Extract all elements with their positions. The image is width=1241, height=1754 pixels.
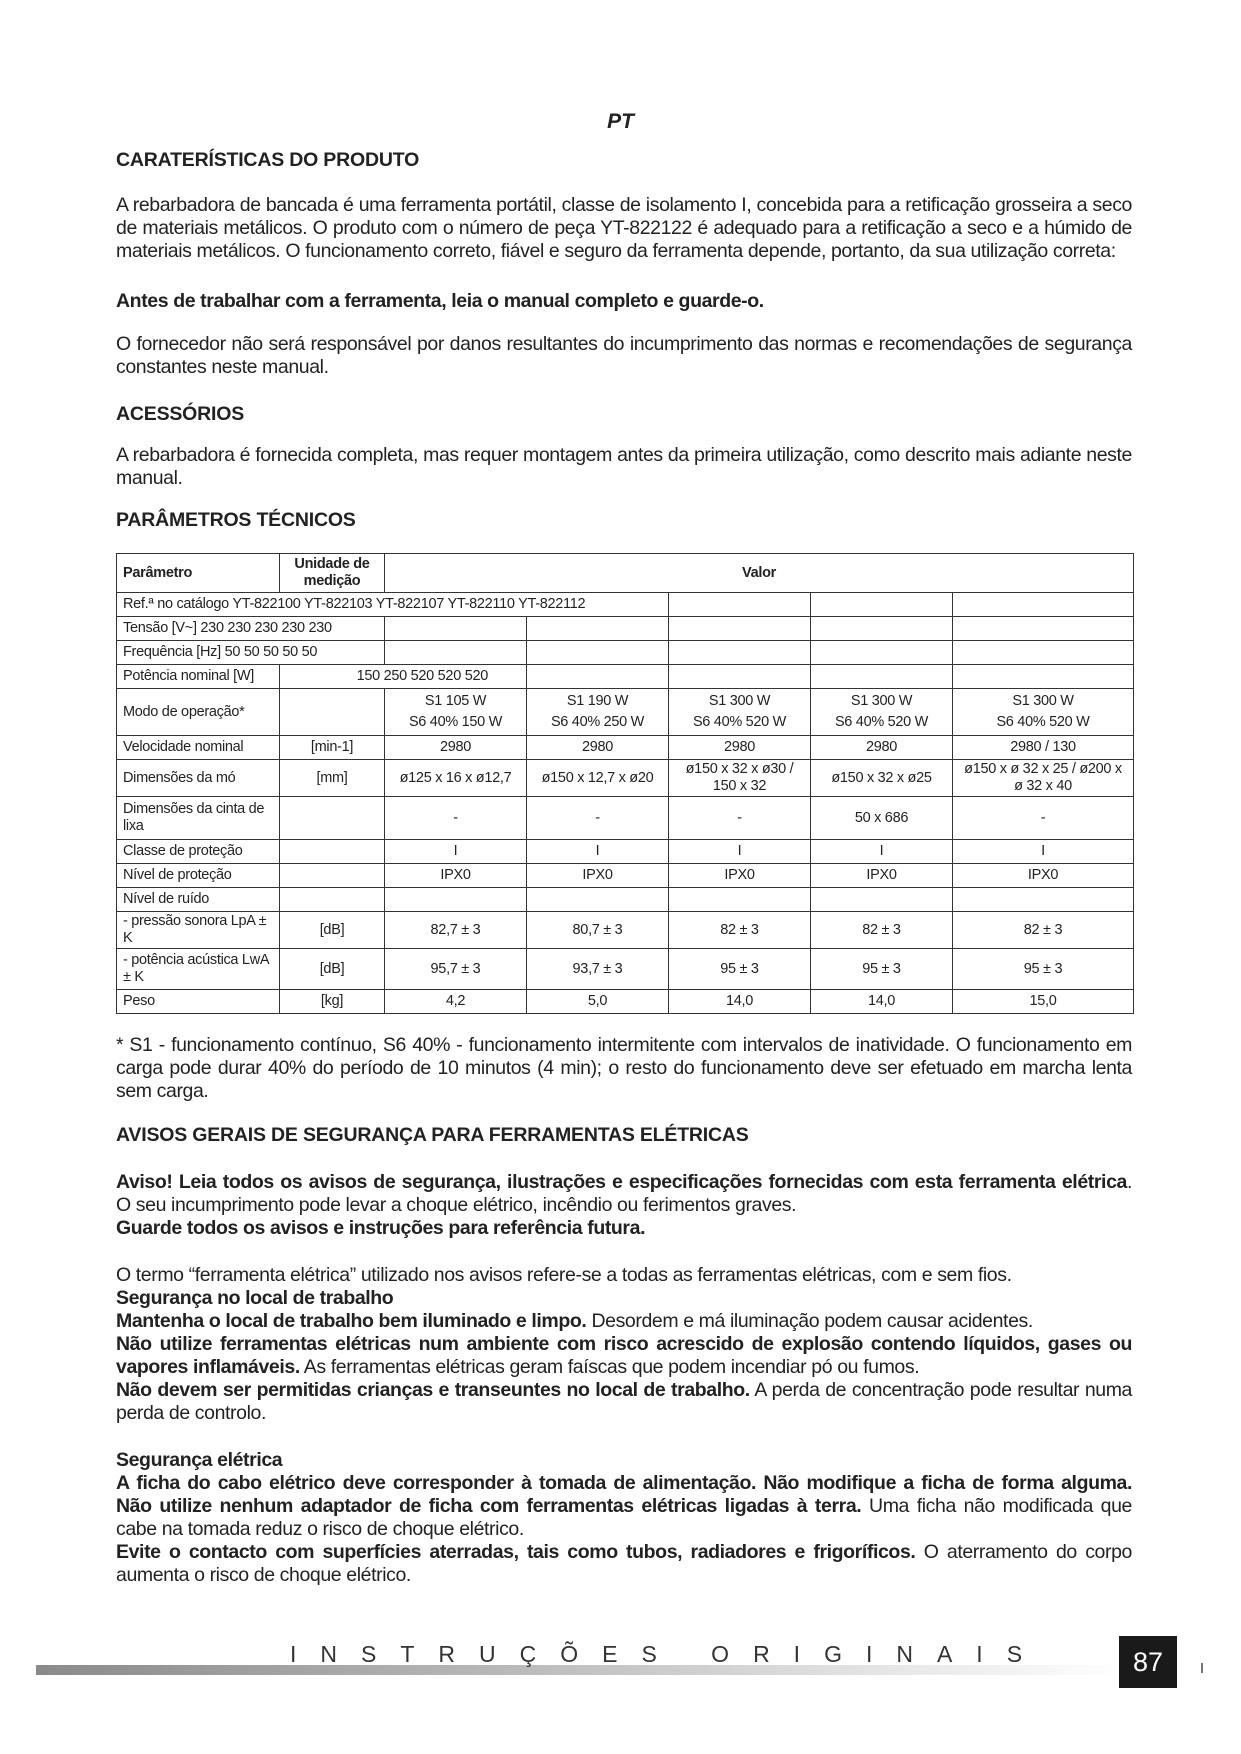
header-parameter: Parâmetro — [117, 554, 280, 593]
belt-value: - — [385, 797, 527, 840]
table-row — [117, 949, 1134, 990]
heading-accessories: ACESSÓRIOS — [116, 403, 245, 425]
speed-label: Velocidade nominal — [117, 736, 280, 760]
general-warning: Aviso! Leia todos os avisos de segurança, ilustrações e especificações fornecidas com esta ferramenta elétrica. O seu incumprimento pode levar a choque elétrico, incêndio ou ferimentos graves. — [116, 1171, 1132, 1216]
mode-label: Modo de operação* — [117, 689, 280, 736]
class-unit — [280, 840, 385, 864]
wheel-unit: [mm] — [280, 760, 385, 797]
wheel-value: ø125 x 16 x ø12,7 — [385, 760, 527, 797]
term-definition: O termo “ferramenta elétrica” utilizado nos avisos refere-se a todas as ferramentas elétricas, com e sem fios. — [116, 1264, 1012, 1286]
speed-value: 2980 — [527, 736, 669, 760]
heading-safety: AVISOS GERAIS DE SEGURANÇA PARA FERRAMENTAS ELÉTRICAS — [116, 1124, 749, 1146]
class-value: I — [385, 840, 527, 864]
ip-unit — [280, 864, 385, 888]
acoustic-value: 95 ± 3 — [953, 949, 1134, 990]
workplace-rule: Mantenha o local de trabalho bem iluminado e limpo. Desordem e má iluminação podem causar acidentes. — [116, 1310, 1033, 1332]
table-row — [117, 689, 1134, 736]
class-value: I — [669, 840, 811, 864]
mode-cell: S1 300 W S6 40% 520 W — [669, 689, 811, 736]
belt-value: 50 x 686 — [811, 797, 953, 840]
belt-unit — [280, 797, 385, 840]
heading-electrical-safety: Segurança elétrica — [116, 1449, 283, 1471]
wheel-value: ø150 x 32 x ø25 — [811, 760, 953, 797]
ip-value: IPX0 — [669, 864, 811, 888]
table-row — [117, 912, 1134, 949]
weight-value: 5,0 — [527, 990, 669, 1014]
table-row — [117, 990, 1134, 1014]
pressure-value: 82 ± 3 — [953, 912, 1134, 949]
class-value: I — [811, 840, 953, 864]
weight-value: 15,0 — [953, 990, 1134, 1014]
mode-cell: S1 300 W S6 40% 520 W — [811, 689, 953, 736]
acoustic-label: - potência acústica LwA ± K — [117, 949, 280, 990]
wheel-label: Dimensões da mó — [117, 760, 280, 797]
noise-label: Nível de ruído — [117, 888, 280, 912]
ip-label: Nível de proteção — [117, 864, 280, 888]
catalog-ref-row: Ref.ª no catálogo YT-822100 YT-822103 YT-822107 YT-822110 YT-822112 — [117, 593, 669, 617]
heading-workplace-safety: Segurança no local de trabalho — [116, 1287, 394, 1309]
pressure-unit: [dB] — [280, 912, 385, 949]
belt-value: - — [527, 797, 669, 840]
mode-cell: S1 105 W S6 40% 150 W — [385, 689, 527, 736]
ip-value: IPX0 — [385, 864, 527, 888]
mode-cell: S1 300 W S6 40% 520 W — [953, 689, 1134, 736]
acoustic-value: 95,7 ± 3 — [385, 949, 527, 990]
workplace-rule: Não utilize ferramentas elétricas num ambiente com risco acrescido de explosão contendo líquidos, gases ou vapores inflamáveis. As ferramentas elétricas geram faíscas que podem incendiar pó ou fumos. — [116, 1333, 1132, 1378]
acoustic-value: 95 ± 3 — [669, 949, 811, 990]
ip-value: IPX0 — [811, 864, 953, 888]
wheel-value: ø150 x 12,7 x ø20 — [527, 760, 669, 797]
frequency-row: Frequência [Hz] 50 50 50 50 50 — [117, 641, 385, 665]
page-number: 87 — [1119, 1636, 1177, 1688]
accessories-text: A rebarbadora é fornecida completa, mas requer montagem antes da primeira utilização, como descrito mais adiante neste manual. — [116, 444, 1132, 489]
footer-tick — [1201, 1663, 1203, 1673]
speed-unit: [min-1] — [280, 736, 385, 760]
table-row — [117, 593, 1134, 617]
table-row — [117, 760, 1134, 797]
table-row — [117, 864, 1134, 888]
language-code: PT — [607, 110, 634, 133]
footer-title: INSTRUÇÕES ORIGINAIS — [290, 1641, 1047, 1667]
belt-value: - — [953, 797, 1134, 840]
table-row — [117, 641, 1134, 665]
table-row — [117, 736, 1134, 760]
liability-notice: O fornecedor não será responsável por danos resultantes do incumprimento das normas e recomendações de segurança constantes neste manual. — [116, 333, 1132, 378]
acoustic-value: 95 ± 3 — [811, 949, 953, 990]
pressure-label: - pressão sonora LpA ± K — [117, 912, 280, 949]
keep-instructions: Guarde todos os avisos e instruções para referência futura. — [116, 1217, 646, 1239]
weight-unit: [kg] — [280, 990, 385, 1014]
belt-label: Dimensões da cinta de lixa — [117, 797, 280, 840]
table-header-row — [117, 554, 1134, 593]
electrical-rule: Evite o contacto com superfícies aterradas, tais como tubos, radiadores e frigoríficos. O aterramento do corpo aumenta o risco de choque elétrico. — [116, 1541, 1132, 1586]
wheel-value: ø150 x ø 32 x 25 / ø200 x ø 32 x 40 — [953, 760, 1134, 797]
ip-value: IPX0 — [527, 864, 669, 888]
weight-value: 14,0 — [811, 990, 953, 1014]
table-row — [117, 888, 1134, 912]
wheel-value: ø150 x 32 x ø30 / 150 x 32 — [669, 760, 811, 797]
power-values: 150 250 520 520 520 — [280, 665, 527, 689]
read-manual-notice: Antes de trabalhar com a ferramenta, leia o manual completo e guarde-o. — [116, 290, 764, 312]
acoustic-unit: [dB] — [280, 949, 385, 990]
workplace-rule: Não devem ser permitidas crianças e transeuntes no local de trabalho. A perda de concentração pode resultar numa perda de controlo. — [116, 1379, 1132, 1424]
speed-value: 2980 — [385, 736, 527, 760]
class-label: Classe de proteção — [117, 840, 280, 864]
table-row — [117, 665, 1134, 689]
duty-cycle-note: * S1 - funcionamento contínuo, S6 40% - funcionamento intermitente com intervalos de inatividade. O funcionamento em carga pode durar 40% do período de 10 minutos (4 min); o resto do funcionamento deve ser efetuado em marcha lenta sem carga. — [116, 1034, 1132, 1102]
ip-value: IPX0 — [953, 864, 1134, 888]
technical-parameters-table — [116, 553, 1134, 1014]
page-content — [116, 148, 1132, 1587]
belt-value: - — [669, 797, 811, 840]
weight-label: Peso — [117, 990, 280, 1014]
weight-value: 4,2 — [385, 990, 527, 1014]
voltage-row: Tensão [V~] 230 230 230 230 230 — [117, 617, 385, 641]
electrical-rule: A ficha do cabo elétrico deve corresponder à tomada de alimentação. Não modifique a ficha de forma alguma. Não utilize nenhum adaptador de ficha com ferramentas elétricas ligadas à terra. Uma ficha não modificada que cabe na tomada reduz o risco de choque elétrico. — [116, 1472, 1132, 1540]
speed-value: 2980 — [811, 736, 953, 760]
page-footer — [0, 1636, 1241, 1696]
product-description: A rebarbadora de bancada é uma ferramenta portátil, classe de isolamento I, concebida para a retificação grosseira a seco de materiais metálicos. O produto com o número de peça YT-822122 é adequado para a retificação a seco e a húmido de materiais metálicos. O funcionamento correto, fiável e seguro da ferramenta depende, portanto, da sua utilização correta: — [116, 194, 1132, 262]
pressure-value: 82 ± 3 — [669, 912, 811, 949]
table-row — [117, 840, 1134, 864]
pressure-value: 82 ± 3 — [811, 912, 953, 949]
header-value: Valor — [385, 554, 1134, 593]
pressure-value: 80,7 ± 3 — [527, 912, 669, 949]
heading-product: CARATERÍSTICAS DO PRODUTO — [116, 149, 420, 171]
class-value: I — [527, 840, 669, 864]
speed-value: 2980 / 130 — [953, 736, 1134, 760]
power-label: Potência nominal [W] — [117, 665, 280, 689]
pressure-value: 82,7 ± 3 — [385, 912, 527, 949]
header-unit: Unidade de medição — [280, 554, 385, 593]
heading-technical: PARÂMETROS TÉCNICOS — [116, 509, 356, 531]
acoustic-value: 93,7 ± 3 — [527, 949, 669, 990]
speed-value: 2980 — [669, 736, 811, 760]
class-value: I — [953, 840, 1134, 864]
table-row — [117, 617, 1134, 641]
weight-value: 14,0 — [669, 990, 811, 1014]
table-row — [117, 797, 1134, 840]
mode-cell: S1 190 W S6 40% 250 W — [527, 689, 669, 736]
